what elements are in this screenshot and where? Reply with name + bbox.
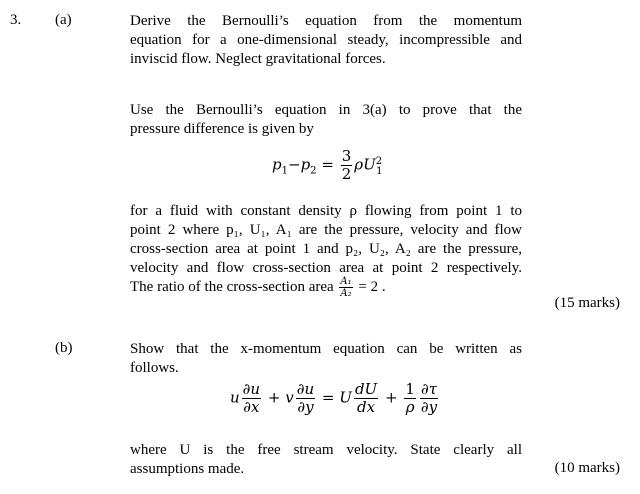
text-line: point 2 where p₁, U₁, A₁ are the pressure, velocity and flow — [130, 222, 522, 238]
pressure-difference-equation: $p_1-p_2$ = $\frac{3}{2}$ $\rho U^2_1$ — [272, 147, 383, 183]
x-momentum-equation: u $\frac{\partial u}{\partial x}$ + v $\frac{\partial u}{\partial y}$ = U $\frac{dU}{dx}$ + $\frac{1}{\rho}$ $\frac{\partial\tau}{\partial y}$ — [230, 380, 438, 416]
text-line: inviscid flow. Neglect gravitational forces. — [130, 51, 386, 67]
text-line: assumptions made. — [130, 461, 245, 477]
text-line: follows. — [130, 360, 179, 376]
text-line: velocity and flow cross-section area at point 2 respectively. — [130, 260, 522, 276]
part-b-marks: (10 marks) — [554, 460, 620, 476]
part-a-label: (a) — [55, 12, 72, 28]
part-b-label: (b) — [55, 340, 73, 356]
text-line: equation for a one-dimensional steady, incompressible and — [130, 32, 522, 48]
text-line: Use the Bernoulli’s equation in 3(a) to prove that the — [130, 102, 522, 118]
question-number: 3. — [10, 12, 22, 28]
text-line: pressure difference is given by — [130, 121, 314, 137]
text-line: where U is the free stream velocity. State clearly all — [130, 442, 522, 458]
text-line: Derive the Bernoulli’s equation from the momentum — [130, 13, 522, 29]
part-a-marks: (15 marks) — [554, 295, 620, 311]
text-line: cross-section area at point 1 and p₂, U₂, A₂ are the pressure, — [130, 241, 522, 257]
text-line: for a fluid with constant density ρ flowing from point 1 to — [130, 203, 522, 219]
text-line: Show that the x-momentum equation can be written as — [130, 341, 522, 357]
ratio-line: The ratio of the cross-section area $\frac{\text{A₁}}{\text{A₂}}$ = 2 . — [130, 276, 386, 299]
